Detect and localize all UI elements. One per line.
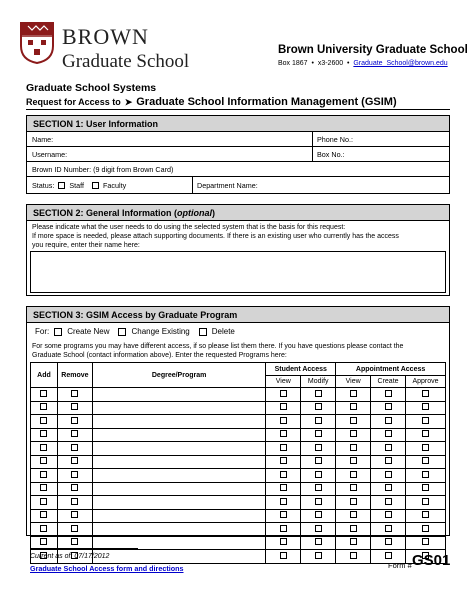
appt-approve-cell	[406, 442, 446, 456]
appt-view-checkbox[interactable]	[350, 457, 357, 464]
contact-email-link[interactable]: Graduate_School@brown.edu	[353, 60, 448, 67]
student-view-checkbox[interactable]	[280, 525, 287, 532]
student-modify-cell	[301, 415, 336, 429]
delete-checkbox[interactable]	[199, 328, 207, 336]
section2-title-optional: optional	[177, 208, 213, 218]
appt-create-cell	[371, 428, 406, 442]
remove-cell	[57, 509, 92, 523]
appt-view-cell	[336, 415, 371, 429]
remove-checkbox[interactable]	[71, 457, 78, 464]
student-modify-cell	[301, 388, 336, 402]
remove-cell	[57, 455, 92, 469]
student-modify-checkbox[interactable]	[315, 538, 322, 545]
col-add-header: Add	[31, 363, 58, 388]
student-modify-cell	[301, 401, 336, 415]
status-cell	[27, 177, 192, 193]
add-checkbox[interactable]	[40, 390, 47, 397]
change-existing-checkbox[interactable]	[118, 328, 126, 336]
add-cell	[31, 415, 58, 429]
add-checkbox[interactable]	[40, 457, 47, 464]
appt-create-checkbox[interactable]	[385, 552, 392, 559]
student-modify-cell	[301, 455, 336, 469]
remove-cell	[57, 442, 92, 456]
phone-label: Phone No.:	[317, 134, 353, 144]
appt-approve-checkbox[interactable]	[422, 511, 429, 518]
table-row	[31, 455, 446, 469]
program-input[interactable]	[92, 401, 265, 415]
systems-title: Graduate School Systems	[26, 82, 157, 94]
appt-approve-checkbox[interactable]	[422, 403, 429, 410]
student-view-checkbox[interactable]	[280, 498, 287, 505]
col-approve-header: Approve	[406, 376, 446, 388]
box-label: Box No.:	[317, 149, 345, 159]
appt-create-cell	[371, 455, 406, 469]
university-name: Brown University Graduate School	[278, 44, 468, 56]
department-label: Department Name:	[197, 180, 258, 190]
program-input[interactable]	[92, 388, 265, 402]
faculty-label: Faculty	[103, 180, 127, 190]
student-view-checkbox[interactable]	[280, 457, 287, 464]
student-modify-checkbox[interactable]	[315, 457, 322, 464]
add-checkbox[interactable]	[40, 430, 47, 437]
table-row	[31, 469, 446, 483]
section2-line3: you require, enter their name here:	[32, 242, 140, 249]
col-create-header: Create	[371, 376, 406, 388]
username-field[interactable]	[27, 147, 312, 161]
appt-view-checkbox[interactable]	[350, 390, 357, 397]
department-field[interactable]	[192, 177, 449, 193]
table-row	[31, 496, 446, 510]
appt-view-cell	[336, 482, 371, 496]
username-label: Username:	[32, 149, 68, 159]
appt-approve-cell	[406, 415, 446, 429]
form-number: GS01	[412, 552, 451, 569]
program-input[interactable]	[92, 482, 265, 496]
student-view-cell	[266, 523, 301, 537]
appt-create-checkbox[interactable]	[385, 444, 392, 451]
appt-create-cell	[371, 388, 406, 402]
remove-cell	[57, 415, 92, 429]
student-modify-checkbox[interactable]	[315, 430, 322, 437]
program-input[interactable]	[92, 469, 265, 483]
appt-create-cell	[371, 415, 406, 429]
appt-create-cell	[371, 509, 406, 523]
table-row	[31, 523, 446, 537]
appt-view-cell	[336, 496, 371, 510]
arrow-icon: ➤	[124, 96, 133, 107]
staff-checkbox[interactable]	[58, 182, 65, 189]
appt-approve-cell	[406, 428, 446, 442]
section1-row-name	[27, 132, 449, 147]
add-checkbox[interactable]	[40, 403, 47, 410]
staff-label: Staff	[69, 180, 85, 190]
delete-label: Delete	[211, 327, 235, 336]
add-checkbox[interactable]	[40, 417, 47, 424]
section3-note2: Graduate School (contact information above). Enter the requested Programs here:	[32, 352, 287, 359]
appt-view-checkbox[interactable]	[350, 417, 357, 424]
current-as-of: Current as of: 07/17/2012	[30, 553, 110, 560]
create-new-checkbox[interactable]	[54, 328, 62, 336]
appt-create-checkbox[interactable]	[385, 417, 392, 424]
appt-create-checkbox[interactable]	[385, 403, 392, 410]
program-input[interactable]	[92, 550, 265, 564]
student-modify-checkbox[interactable]	[315, 390, 322, 397]
appt-view-checkbox[interactable]	[350, 538, 357, 545]
appt-approve-checkbox[interactable]	[422, 417, 429, 424]
section2-line1: Please indicate what the user needs to do using the selected system that is the basis for this request:	[32, 224, 346, 231]
col-view2-header: View	[336, 376, 371, 388]
student-view-cell	[266, 469, 301, 483]
student-view-cell	[266, 455, 301, 469]
change-existing-label: Change Existing	[131, 327, 190, 336]
student-modify-checkbox[interactable]	[315, 525, 322, 532]
student-view-checkbox[interactable]	[280, 511, 287, 518]
appt-create-cell	[371, 401, 406, 415]
table-row	[31, 509, 446, 523]
add-cell	[31, 442, 58, 456]
appt-view-checkbox[interactable]	[350, 525, 357, 532]
table-row	[31, 415, 446, 429]
section2-title-prefix: SECTION 2: General Information (	[33, 208, 178, 218]
id-label: Brown ID Number: (9 digit from Brown Card)	[32, 164, 174, 174]
add-cell	[31, 496, 58, 510]
program-input[interactable]	[92, 496, 265, 510]
student-modify-checkbox[interactable]	[315, 552, 322, 559]
student-view-checkbox[interactable]	[280, 444, 287, 451]
appt-view-checkbox[interactable]	[350, 498, 357, 505]
table-header-row	[31, 363, 446, 376]
appt-create-checkbox[interactable]	[385, 511, 392, 518]
appt-create-cell	[371, 469, 406, 483]
appt-create-cell	[371, 496, 406, 510]
program-table	[30, 362, 446, 564]
appt-approve-cell	[406, 455, 446, 469]
appt-view-cell	[336, 523, 371, 537]
student-view-checkbox[interactable]	[280, 484, 287, 491]
appt-approve-cell	[406, 509, 446, 523]
student-modify-cell	[301, 550, 336, 564]
add-checkbox[interactable]	[40, 511, 47, 518]
appt-view-cell	[336, 442, 371, 456]
col-modify-header: Modify	[301, 376, 336, 388]
remove-cell	[57, 482, 92, 496]
student-view-checkbox[interactable]	[280, 471, 287, 478]
add-checkbox[interactable]	[40, 525, 47, 532]
logo-brown-text: BROWN	[62, 24, 149, 49]
remove-checkbox[interactable]	[71, 403, 78, 410]
contact-info	[278, 60, 448, 67]
appt-view-checkbox[interactable]	[350, 403, 357, 410]
student-view-cell	[266, 509, 301, 523]
add-checkbox[interactable]	[40, 484, 47, 491]
appt-view-checkbox[interactable]	[350, 471, 357, 478]
appt-view-checkbox[interactable]	[350, 430, 357, 437]
student-view-cell	[266, 536, 301, 550]
contact-ext: x3-2600	[317, 60, 344, 67]
program-input[interactable]	[92, 523, 265, 537]
add-cell	[31, 388, 58, 402]
section1-box	[26, 115, 450, 194]
add-cell	[31, 482, 58, 496]
brown-shield-logo	[20, 22, 54, 64]
student-modify-checkbox[interactable]	[315, 417, 322, 424]
request-line	[26, 96, 397, 108]
remove-checkbox[interactable]	[71, 417, 78, 424]
add-cell	[31, 428, 58, 442]
brown-id-field[interactable]	[27, 162, 449, 176]
for-options	[35, 327, 235, 336]
appt-approve-checkbox[interactable]	[422, 444, 429, 451]
appt-view-cell	[336, 550, 371, 564]
appt-approve-cell	[406, 388, 446, 402]
appt-view-cell	[336, 509, 371, 523]
section2-box	[26, 204, 450, 296]
add-checkbox[interactable]	[40, 538, 47, 545]
general-info-textarea[interactable]	[30, 251, 446, 293]
appt-create-checkbox[interactable]	[385, 525, 392, 532]
student-view-checkbox[interactable]	[280, 417, 287, 424]
appt-view-checkbox[interactable]	[350, 552, 357, 559]
student-modify-checkbox[interactable]	[315, 498, 322, 505]
appt-view-cell	[336, 469, 371, 483]
appt-create-checkbox[interactable]	[385, 484, 392, 491]
student-view-cell	[266, 415, 301, 429]
student-modify-cell	[301, 469, 336, 483]
appt-view-cell	[336, 536, 371, 550]
student-modify-cell	[301, 428, 336, 442]
appt-create-checkbox[interactable]	[385, 538, 392, 545]
add-cell	[31, 401, 58, 415]
appt-approve-cell	[406, 401, 446, 415]
remove-checkbox[interactable]	[71, 538, 78, 545]
remove-checkbox[interactable]	[71, 390, 78, 397]
col-view-header: View	[266, 376, 301, 388]
section3-note1: For some programs you may have different access, if so please list them there. If you have questions please contact the	[32, 343, 404, 350]
add-cell	[31, 509, 58, 523]
section2-title	[27, 205, 449, 221]
col-student-access-header: Student Access	[266, 363, 336, 376]
appt-approve-checkbox[interactable]	[422, 498, 429, 505]
footer-rule	[30, 548, 138, 549]
student-modify-cell	[301, 496, 336, 510]
appt-view-checkbox[interactable]	[350, 511, 357, 518]
appt-approve-checkbox[interactable]	[422, 471, 429, 478]
appt-view-cell	[336, 428, 371, 442]
section1-title: SECTION 1: User Information	[27, 116, 449, 132]
appt-approve-checkbox[interactable]	[422, 457, 429, 464]
section1-row-id	[27, 162, 449, 177]
student-modify-checkbox[interactable]	[315, 511, 322, 518]
add-checkbox[interactable]	[40, 471, 47, 478]
name-field[interactable]	[27, 132, 312, 146]
section2-title-suffix: )	[212, 208, 216, 218]
student-modify-checkbox[interactable]	[315, 403, 322, 410]
appt-view-checkbox[interactable]	[350, 444, 357, 451]
add-checkbox[interactable]	[40, 444, 47, 451]
section2-line2: If more space is needed, please attach supporting documents. If there is an existing user who currently has the access	[32, 233, 399, 240]
col-appointment-access-header: Appointment Access	[336, 363, 446, 376]
add-cell	[31, 523, 58, 537]
appt-view-cell	[336, 455, 371, 469]
program-input[interactable]	[92, 509, 265, 523]
remove-cell	[57, 388, 92, 402]
box-number-field[interactable]	[312, 147, 449, 161]
create-new-label: Create New	[67, 327, 110, 336]
student-modify-cell	[301, 536, 336, 550]
request-label: Request for Access to	[26, 97, 121, 107]
student-view-cell	[266, 442, 301, 456]
appt-view-cell	[336, 388, 371, 402]
student-view-checkbox[interactable]	[280, 538, 287, 545]
appt-create-checkbox[interactable]	[385, 457, 392, 464]
remove-cell	[57, 428, 92, 442]
student-modify-cell	[301, 482, 336, 496]
remove-checkbox[interactable]	[71, 484, 78, 491]
student-view-cell	[266, 401, 301, 415]
student-modify-checkbox[interactable]	[315, 444, 322, 451]
appt-approve-cell	[406, 482, 446, 496]
program-input[interactable]	[92, 442, 265, 456]
section1-row-status	[27, 177, 449, 193]
for-label: For:	[35, 327, 50, 336]
name-label: Name:	[32, 134, 54, 144]
student-modify-checkbox[interactable]	[315, 471, 322, 478]
appt-approve-checkbox[interactable]	[422, 430, 429, 437]
appt-approve-checkbox[interactable]	[422, 390, 429, 397]
student-view-cell	[266, 496, 301, 510]
remove-checkbox[interactable]	[71, 511, 78, 518]
remove-cell	[57, 469, 92, 483]
add-checkbox[interactable]	[40, 498, 47, 505]
program-input[interactable]	[92, 455, 265, 469]
program-input[interactable]	[92, 415, 265, 429]
remove-cell	[57, 496, 92, 510]
access-form-link[interactable]: Graduate School Access form and directions	[30, 564, 184, 573]
student-view-cell	[266, 428, 301, 442]
remove-cell	[57, 401, 92, 415]
header-rule	[26, 109, 450, 110]
col-remove-header: Remove	[57, 363, 92, 388]
appt-create-checkbox[interactable]	[385, 390, 392, 397]
form-number-label: Form #	[388, 561, 412, 570]
contact-box: Box 1867	[278, 60, 308, 67]
appt-view-cell	[336, 401, 371, 415]
appt-approve-cell	[406, 496, 446, 510]
phone-field[interactable]	[312, 132, 449, 146]
student-view-cell	[266, 388, 301, 402]
table-row	[31, 401, 446, 415]
remove-cell	[57, 523, 92, 537]
status-label: Status:	[32, 180, 55, 190]
appt-approve-cell	[406, 536, 446, 550]
section3-box	[26, 306, 450, 536]
student-modify-cell	[301, 442, 336, 456]
faculty-checkbox[interactable]	[92, 182, 99, 189]
remove-checkbox[interactable]	[71, 444, 78, 451]
appt-create-checkbox[interactable]	[385, 471, 392, 478]
appt-approve-checkbox[interactable]	[422, 525, 429, 532]
appt-view-checkbox[interactable]	[350, 484, 357, 491]
appt-create-cell	[371, 442, 406, 456]
remove-checkbox[interactable]	[71, 525, 78, 532]
appt-create-checkbox[interactable]	[385, 430, 392, 437]
appt-create-checkbox[interactable]	[385, 498, 392, 505]
system-name: Graduate School Information Management (GSIM)	[136, 96, 397, 108]
appt-approve-checkbox[interactable]	[422, 538, 429, 545]
appt-create-cell	[371, 536, 406, 550]
bullet-1: •	[311, 60, 314, 67]
col-program-header: Degree/Program	[92, 363, 265, 388]
section3-title: SECTION 3: GSIM Access by Graduate Program	[27, 307, 449, 323]
student-modify-checkbox[interactable]	[315, 484, 322, 491]
appt-approve-cell	[406, 469, 446, 483]
logo-graduate-school-text: Graduate School	[62, 51, 190, 72]
program-input[interactable]	[92, 428, 265, 442]
bullet-2: •	[347, 60, 350, 67]
remove-checkbox[interactable]	[71, 430, 78, 437]
table-row	[31, 388, 446, 402]
add-cell	[31, 455, 58, 469]
appt-approve-checkbox[interactable]	[422, 484, 429, 491]
appt-create-cell	[371, 482, 406, 496]
table-row	[31, 442, 446, 456]
student-view-cell	[266, 550, 301, 564]
appt-approve-cell	[406, 523, 446, 537]
student-view-checkbox[interactable]	[280, 390, 287, 397]
student-modify-cell	[301, 523, 336, 537]
add-cell	[31, 469, 58, 483]
section1-row-username	[27, 147, 449, 162]
student-view-checkbox[interactable]	[280, 430, 287, 437]
table-row	[31, 428, 446, 442]
student-view-cell	[266, 482, 301, 496]
table-row	[31, 482, 446, 496]
student-modify-cell	[301, 509, 336, 523]
remove-checkbox[interactable]	[71, 498, 78, 505]
student-view-checkbox[interactable]	[280, 552, 287, 559]
student-view-checkbox[interactable]	[280, 403, 287, 410]
appt-create-cell	[371, 523, 406, 537]
remove-checkbox[interactable]	[71, 471, 78, 478]
